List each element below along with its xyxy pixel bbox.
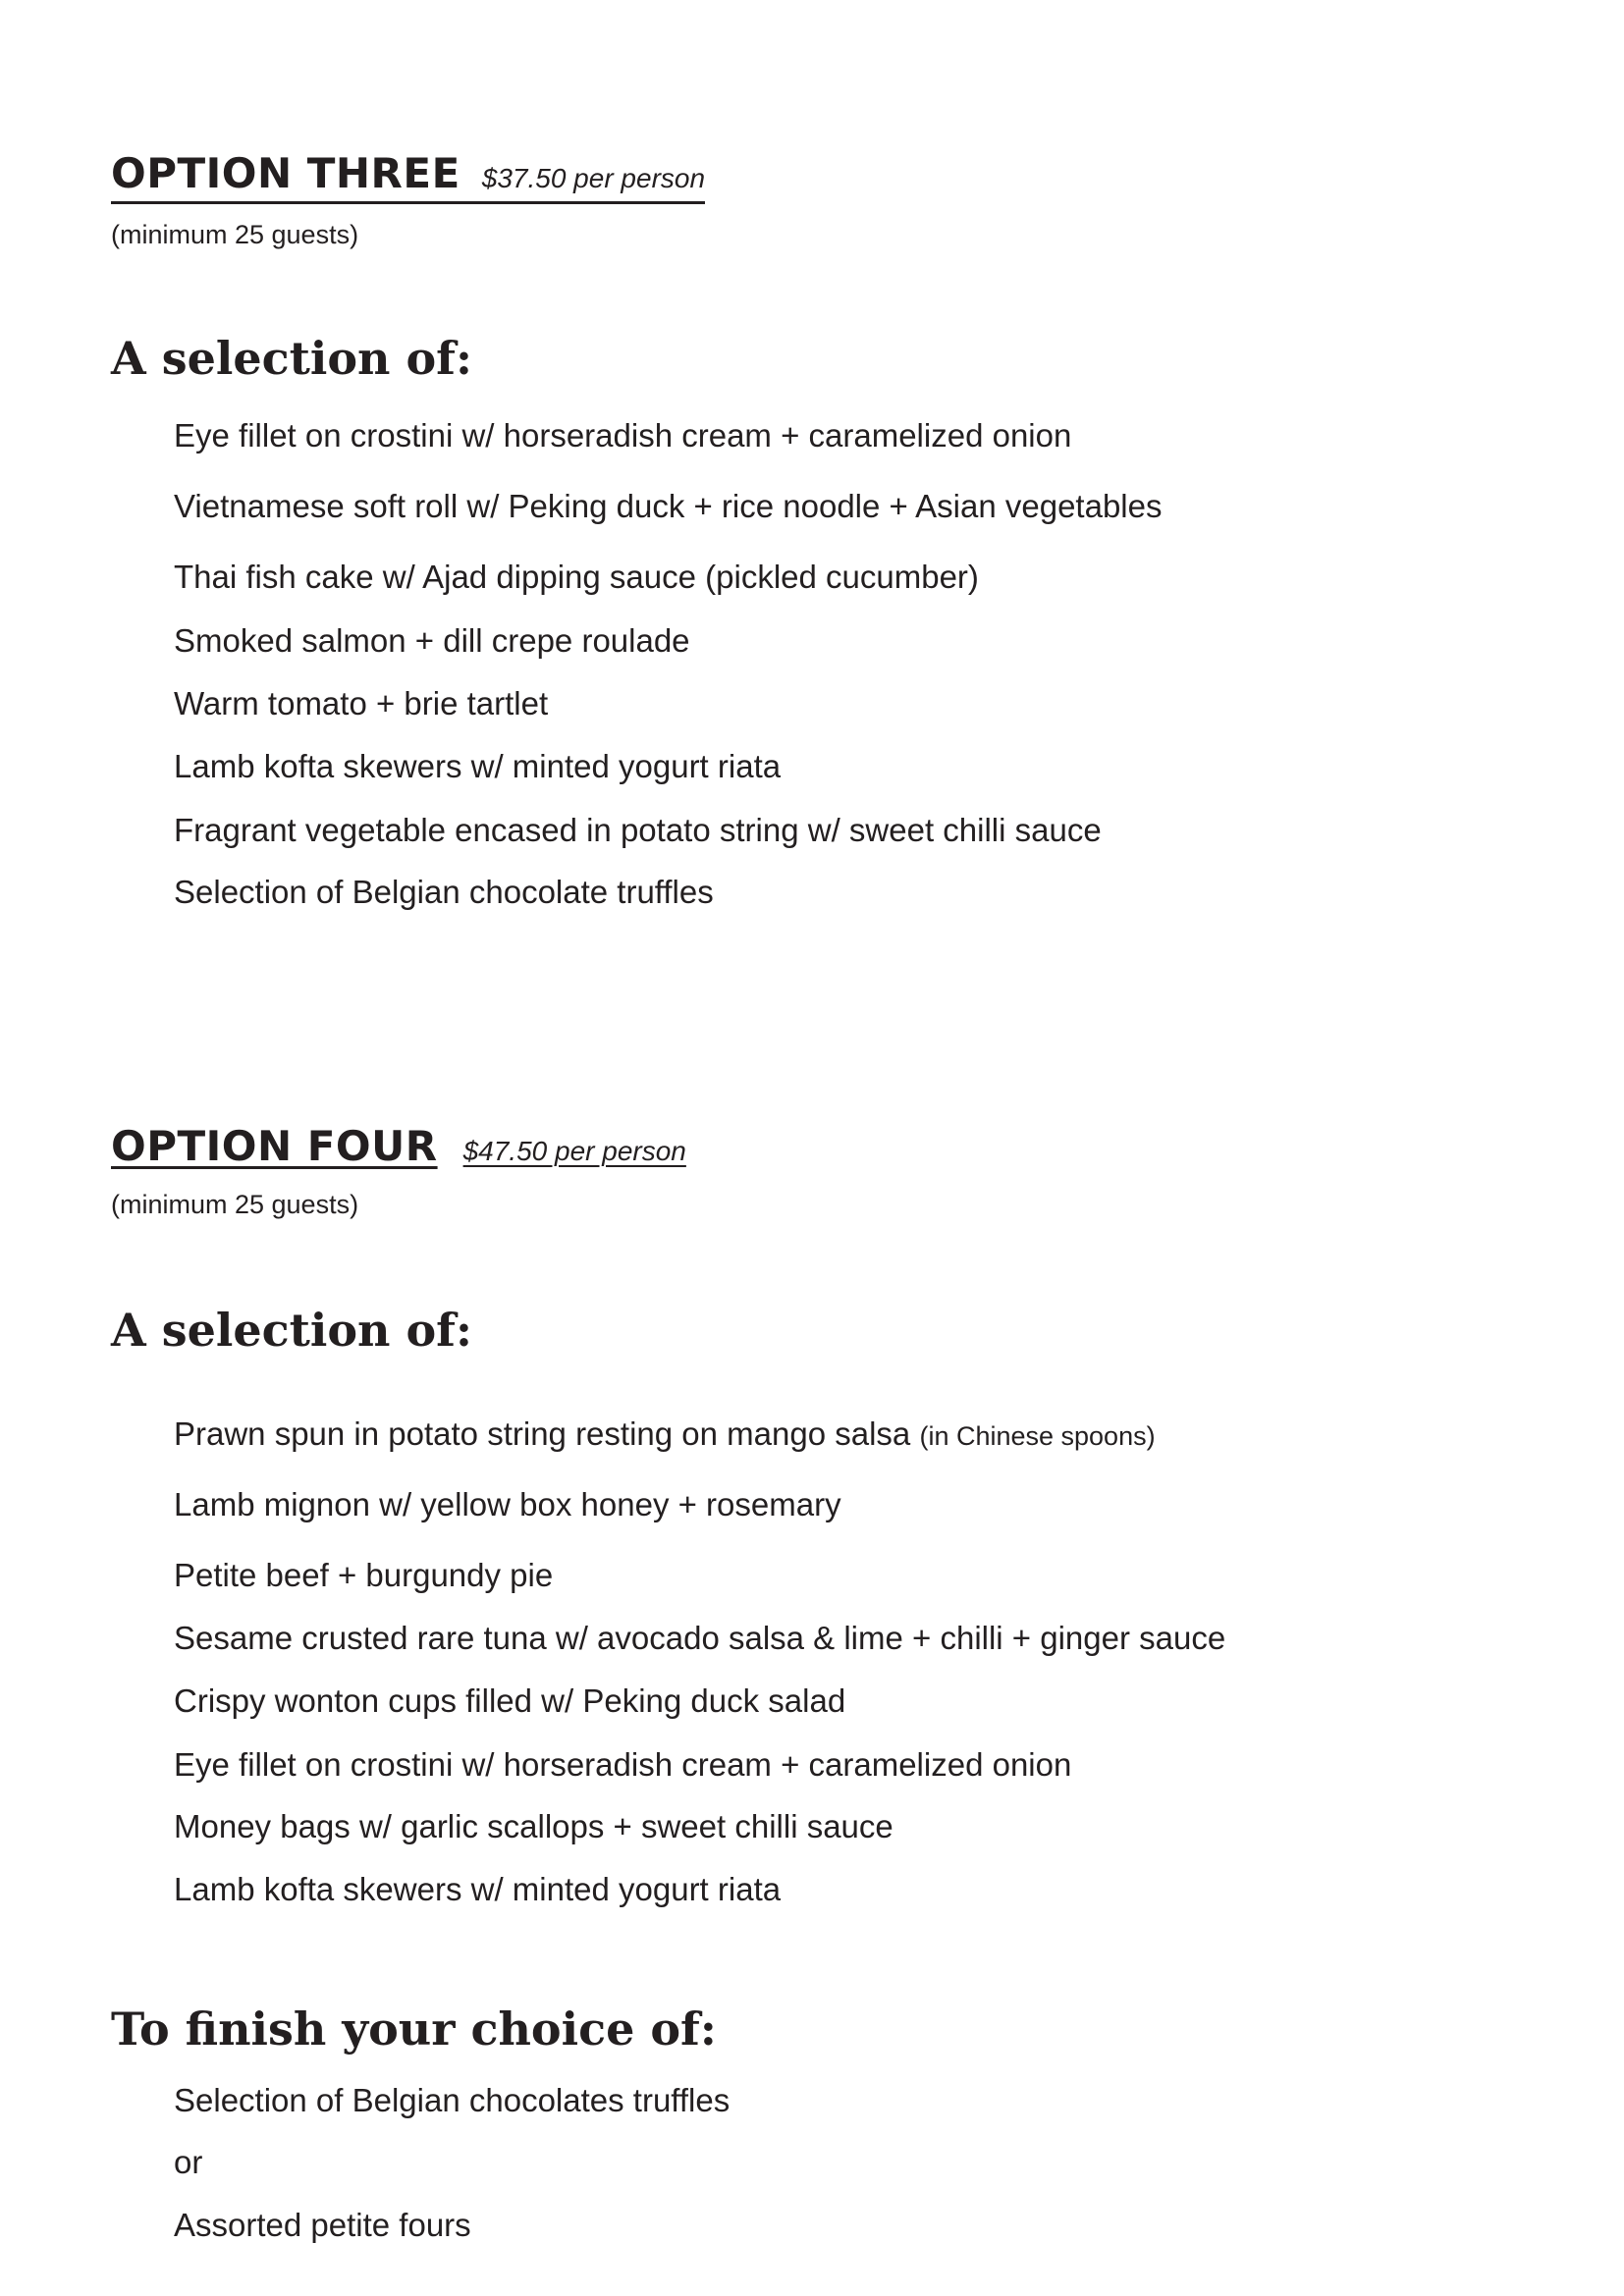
option-three-header (111, 149, 705, 250)
list-item-text: Prawn spun in potato string resting on mango salsa (174, 1415, 911, 1452)
list-item: Eye fillet on crostini w/ horseradish cream + caramelized onion (174, 417, 1072, 454)
finish-heading: To finish your choice of: (111, 2002, 717, 2056)
option-four-title: OPTION FOUR (111, 1122, 438, 1170)
finish-item-list (174, 2081, 730, 2245)
list-item: Thai fish cake w/ Ajad dipping sauce (pickled cucumber) (174, 559, 979, 595)
list-item: Vietnamese soft roll w/ Peking duck + rice noodle + Asian vegetables (174, 488, 1163, 524)
list-item: Assorted petite fours (174, 2207, 471, 2243)
list-item: Smoked salmon + dill crepe roulade (174, 622, 690, 659)
option-four-title-row (111, 1122, 686, 1174)
option-three-title-row (111, 149, 705, 204)
option-four-minimum-note: (minimum 25 guests) (111, 1190, 359, 1219)
option-four-selection-heading: A selection of: (111, 1304, 472, 1357)
list-item: Crispy wonton cups filled w/ Peking duck salad (174, 1682, 846, 1719)
list-item: Sesame crusted rare tuna w/ avocado salsa & lime + chilli + ginger sauce (174, 1620, 1226, 1656)
option-three-selection-heading: A selection of: (111, 332, 472, 385)
option-three-item-list (174, 416, 1162, 912)
list-item: Fragrant vegetable encased in potato string w/ sweet chilli sauce (174, 812, 1102, 848)
list-item: Lamb mignon w/ yellow box honey + rosemary (174, 1486, 841, 1522)
option-four-price: $47.50 per person (462, 1136, 686, 1166)
option-three-minimum-note: (minimum 25 guests) (111, 220, 359, 249)
list-item: Lamb kofta skewers w/ minted yogurt riata (174, 748, 782, 784)
list-item: Eye fillet on crostini w/ horseradish cream + caramelized onion (174, 1746, 1072, 1783)
list-item: Petite beef + burgundy pie (174, 1557, 554, 1593)
list-item-note: (in Chinese spoons) (919, 1421, 1156, 1451)
list-item: Lamb kofta skewers w/ minted yogurt riata (174, 1871, 782, 1907)
list-item: or (174, 2144, 203, 2180)
option-four-header (111, 1122, 686, 1220)
list-item (174, 1415, 1225, 1485)
option-three-price: $37.50 per person (481, 163, 706, 193)
list-item: Selection of Belgian chocolates truffles (174, 2082, 731, 2118)
option-four-item-list (174, 1415, 1225, 1909)
list-item: Selection of Belgian chocolate truffles (174, 874, 714, 910)
list-item: Money bags w/ garlic scallops + sweet chilli sauce (174, 1808, 893, 1844)
list-item: Warm tomato + brie tartlet (174, 685, 549, 721)
option-three-title: OPTION THREE (111, 149, 460, 197)
